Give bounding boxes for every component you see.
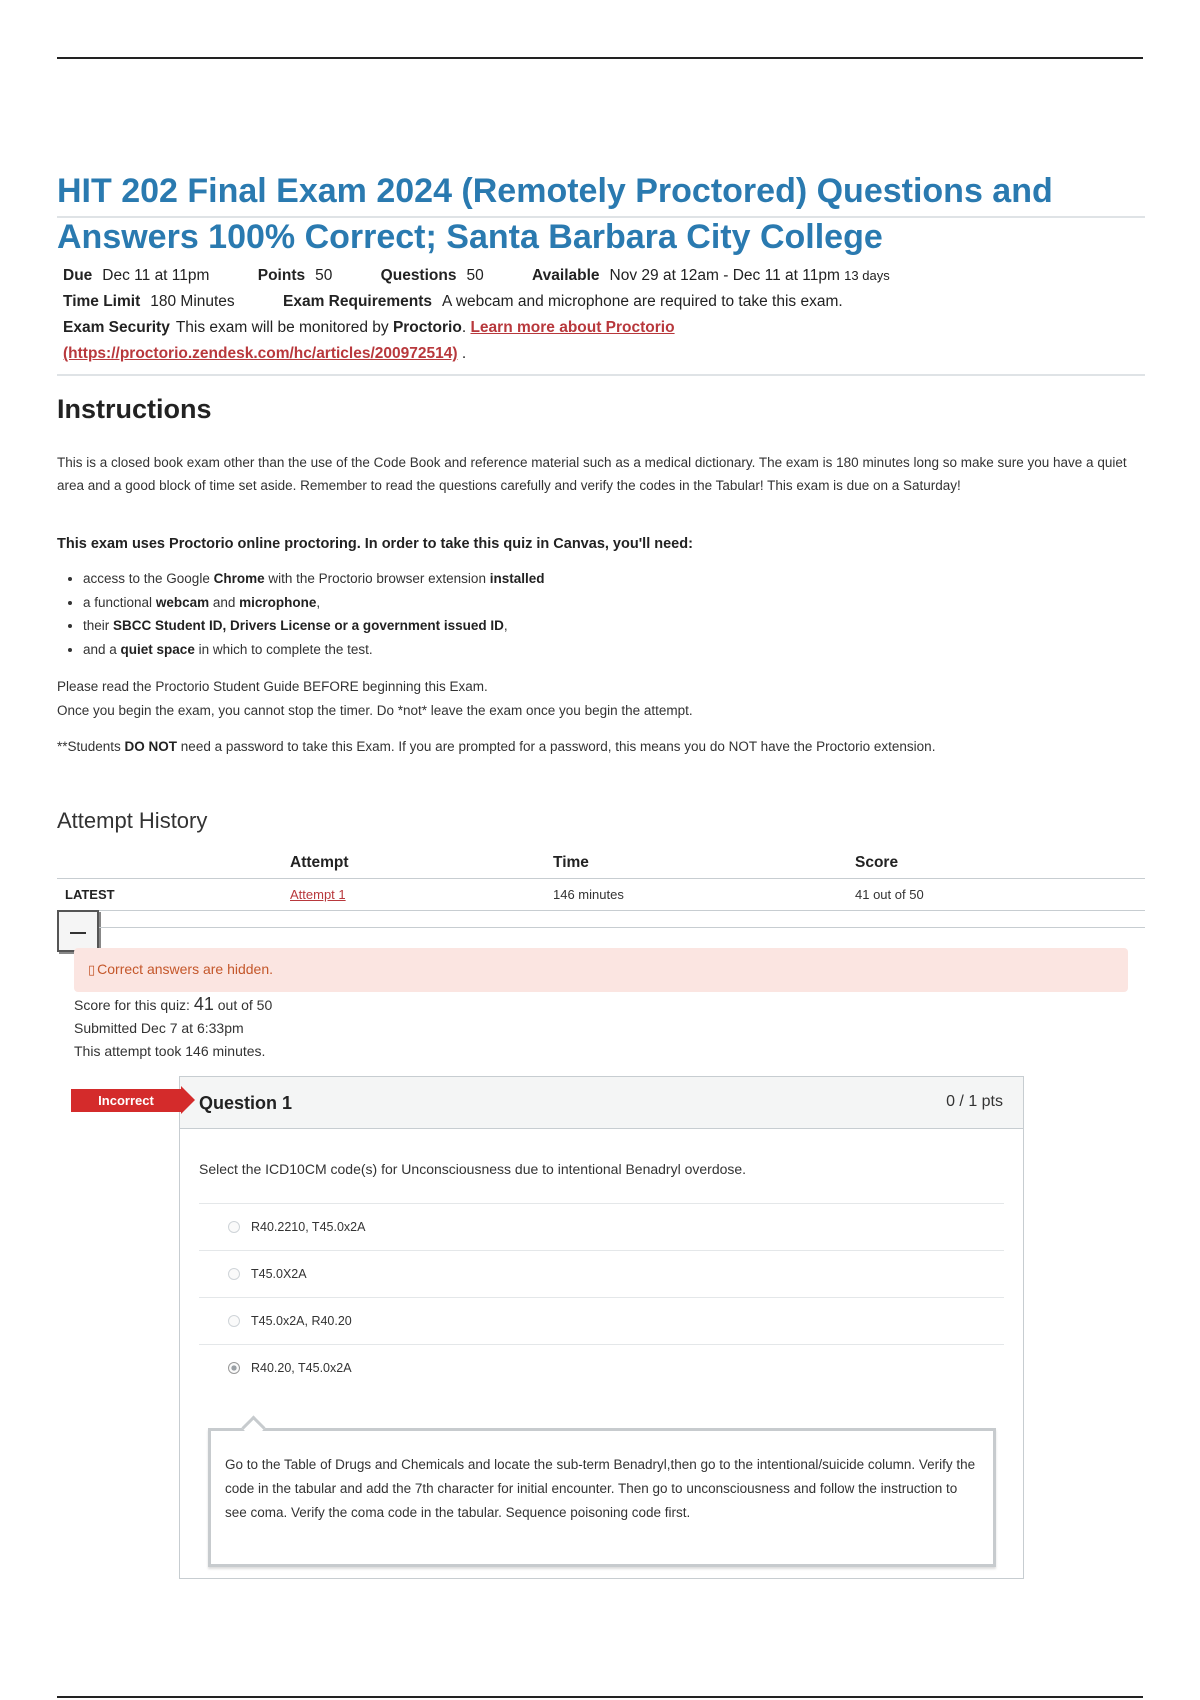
toggle-divider [99,927,1145,928]
answer-option[interactable] [199,1250,1004,1297]
time-limit-label: Time Limit [63,293,141,310]
time-limit-value: 180 Minutes [150,293,235,310]
title-divider [57,216,1145,218]
exam-details-row-1 [63,267,890,285]
bottom-rule [57,1696,1143,1698]
guide-line: Please read the Proctorio Student Guide BEFORE beginning this Exam. [57,679,488,694]
requirements-value: A webcam and microphone are required to take this exam. [442,293,843,310]
attempt-history-heading: Attempt History [57,808,208,833]
timer-line: Once you begin the exam, you cannot stop the timer. Do *not* leave the exam once you begin the attempt. [57,703,693,718]
question-title: Question 1 [199,1093,293,1113]
question-points: 0 / 1 pts [946,1093,1003,1110]
points-value: 50 [315,267,333,284]
available-value: Nov 29 at 12am - Dec 11 at 11pm [609,267,840,284]
question-text: Select the ICD10CM code(s) for Unconsciousness due to intentional Benadryl overdose. [199,1161,747,1177]
answer-options [199,1203,1004,1391]
question-card [179,1076,1024,1579]
security-label: Exam Security [63,319,170,336]
score-cell: 41 out of 50 [847,879,1145,911]
incorrect-badge: Incorrect [71,1089,181,1112]
hidden-answers-alert [74,948,1128,992]
collapse-toggle-button[interactable] [57,910,99,952]
learn-more-link[interactable]: Learn more about Proctorio [470,319,675,336]
attempt-history-table [57,848,1145,911]
answer-label: R40.20, T45.0x2A [251,1361,352,1375]
answer-option[interactable] [199,1203,1004,1250]
security-brand: Proctorio [392,319,462,336]
question-header [180,1077,1023,1129]
submitted-info: Submitted Dec 7 at 6:33pm [74,1020,244,1036]
answer-option[interactable] [199,1297,1004,1344]
proctorio-url-row: (https://proctorio.zendesk.com/hc/articles/200972514) . [63,345,467,362]
answer-label: R40.2210, T45.0x2A [251,1220,366,1234]
time-cell: 146 minutes [545,879,847,911]
available-days: 13 days [844,268,890,283]
column-header: Time [545,848,847,879]
table-row [57,879,1145,911]
quiz-score [74,994,272,1015]
password-note: **Students DO NOT need a password to take this Exam. If you are prompted for a password, this means you do NOT have the Proctorio extension. [57,739,936,754]
exam-details-row-2 [63,293,843,311]
requirements-label: Exam Requirements [283,293,433,310]
proctoring-note: This exam uses Proctorio online proctoring. In order to take this quiz in Canvas, you'll need: [57,536,693,552]
radio-icon[interactable] [228,1268,240,1280]
score-suffix: out of 50 [217,997,273,1013]
requirement-item: • a functional webcam and microphone, [83,591,544,615]
attempt-link[interactable]: Attempt 1 [290,887,346,902]
score-value: 41 [193,994,214,1014]
questions-value: 50 [466,267,484,284]
page-title: HIT 202 Final Exam 2024 (Remotely Proctored) Questions and Answers 100% Correct; Santa Barbara City College [57,172,1053,256]
due-label: Due [63,267,93,284]
top-rule [57,57,1143,59]
requirement-item: • their SBCC Student ID, Drivers License or a government issued ID, [83,614,544,638]
column-header [57,848,282,879]
instructions-intro: This is a closed book exam other than the use of the Code Book and reference material such as a medical dictionary. The exam is 180 minutes long so make sure you have a quiet area and a good block of time set aside. Remember to read the questions carefully and verify the codes in the Tabular! This exam is due on a Saturday! [57,455,1127,493]
table-header-row [57,848,1145,879]
alert-text: Correct answers are hidden. [97,961,274,977]
answer-label: T45.0X2A [251,1267,307,1281]
attempt-cell [282,879,545,911]
requirements-list [57,567,544,661]
due-value: Dec 11 at 11pm [102,267,210,284]
column-header: Score [847,848,1145,879]
questions-label: Questions [380,267,457,284]
answer-label: T45.0x2A, R40.20 [251,1314,352,1328]
radio-icon[interactable] [228,1362,240,1374]
collapse-icon [70,932,86,934]
column-header: Attempt [282,848,545,879]
requirement-item: • and a quiet space in which to complete the test. [83,638,544,662]
answer-comment: Go to the Table of Drugs and Chemicals and locate the sub-term Benadryl,then go to the intentional/suicide column. Verify the code in the tabular and add the 7th character for initial encounter. Then go to unconsciousness and follow the instruction to see coma. Verify the coma code in the tabular. Sequence poisoning code first. [208,1428,996,1567]
radio-icon[interactable] [228,1315,240,1327]
score-label: Score for this quiz: [74,997,190,1013]
radio-icon[interactable] [228,1221,240,1233]
security-text: This exam will be monitored by [175,319,389,336]
proctorio-url-link[interactable]: (https://proctorio.zendesk.com/hc/articles/200972514) [63,345,458,362]
latest-tag: LATEST [57,879,282,911]
points-label: Points [257,267,306,284]
answer-option[interactable] [199,1344,1004,1391]
alert-icon: ▯ [88,962,96,977]
requirement-item: • access to the Google Chrome with the Proctorio browser extension installed [83,567,544,591]
attempt-duration: This attempt took 146 minutes. [74,1043,266,1059]
details-divider [57,374,1145,376]
instructions-heading: Instructions [57,394,212,424]
exam-security-row: Exam Security This exam will be monitored by Proctorio. Learn more about Proctorio [63,319,675,336]
available-label: Available [532,267,600,284]
